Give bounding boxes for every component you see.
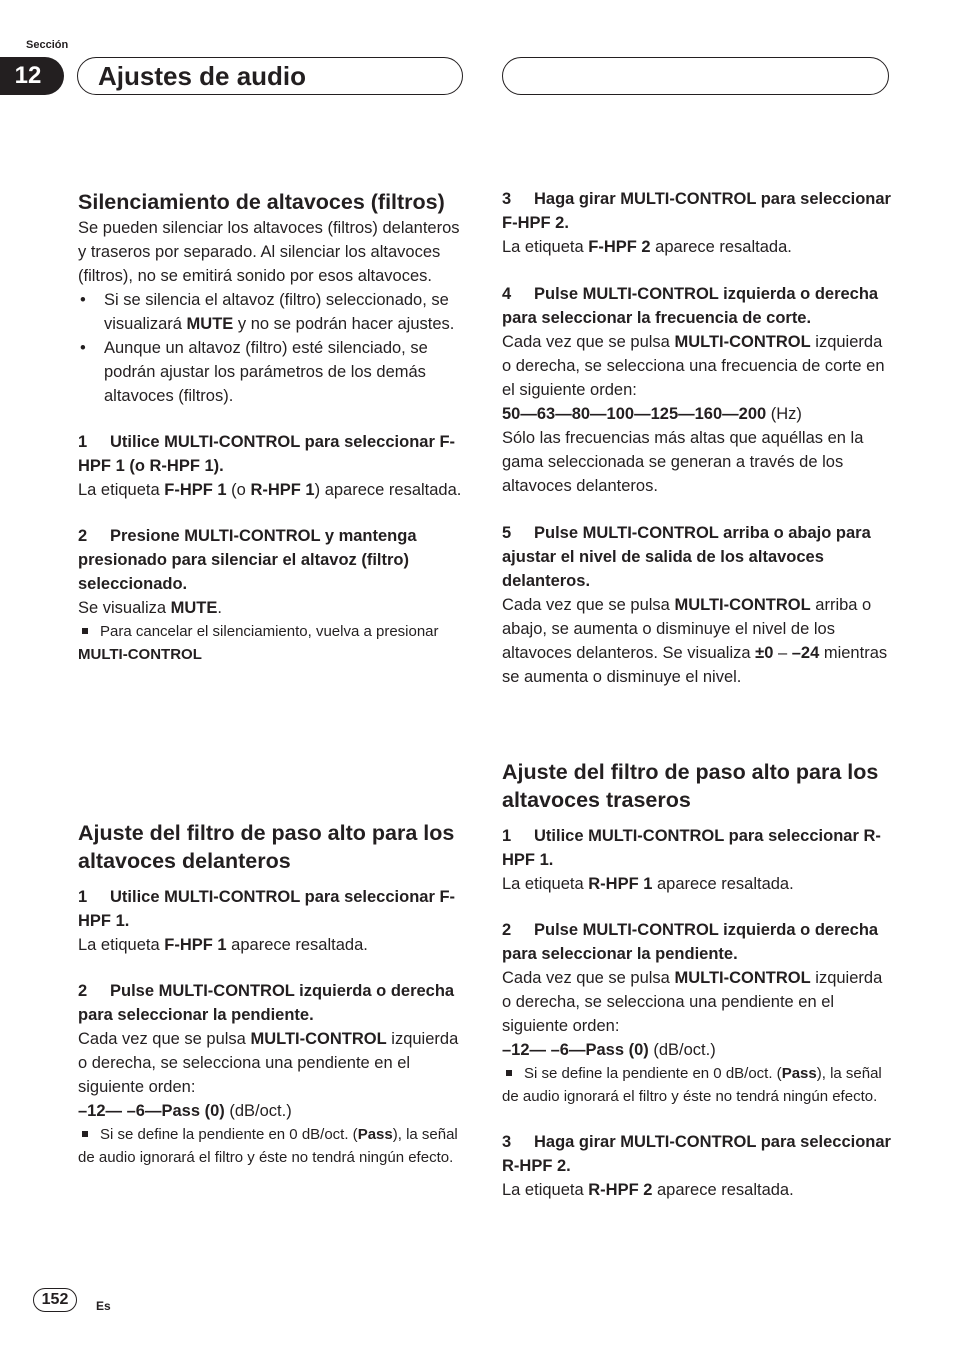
step-body: La etiqueta F-HPF 1 aparece resaltada. — [78, 936, 368, 954]
step-body: La etiqueta F-HPF 1 (o R-HPF 1) aparece resaltada. — [78, 481, 462, 499]
heading-front-hpf: Ajuste del filtro de paso alto para los altavoces delanteros — [78, 821, 455, 873]
step-body: La etiqueta R-HPF 2 aparece resaltada. — [502, 1181, 794, 1199]
slope-sequence: –12— –6—Pass (0) (dB/oct.) — [502, 1041, 716, 1059]
step-body: La etiqueta F-HPF 2 aparece resaltada. — [502, 238, 792, 256]
bullet-item: • Si se silencia el altavoz (filtro) seleccionado, se visualizará MUTE y no se podrán hacer ajustes. — [78, 288, 468, 336]
frequency-sequence: 50—63—80—100—125—160—200 (Hz) — [502, 405, 802, 423]
right-column — [502, 187, 892, 689]
step-body: Sólo las frecuencias más altas que aquéllas en la gama seleccionada se generan a través de los altavoces delanteros. — [502, 429, 864, 495]
square-bullet-icon — [82, 1131, 88, 1137]
step-heading: 1 Utilice MULTI-CONTROL para seleccionar F-HPF 1 (o R-HPF 1). — [78, 433, 456, 475]
note: Para cancelar el silenciamiento, vuelva a presionar MULTI-CONTROL — [78, 623, 439, 663]
step-body: Cada vez que se pulsa MULTI-CONTROL izquierda o derecha, se selecciona una frecuencia de corte en el siguiente orden: — [502, 333, 885, 399]
step-body: Cada vez que se pulsa MULTI-CONTROL izquierda o derecha, se selecciona una pendiente en el siguiente orden: — [78, 1030, 459, 1096]
step-heading: 1 Utilice MULTI-CONTROL para seleccionar F-HPF 1. — [78, 888, 456, 930]
step-body: La etiqueta R-HPF 1 aparece resaltada. — [502, 875, 794, 893]
note: Si se define la pendiente en 0 dB/oct. (Pass), la señal de audio ignorará el filtro y éste no tendrá ningún efecto. — [78, 1126, 458, 1166]
step-heading: 2 Pulse MULTI-CONTROL izquierda o derecha para seleccionar la pendiente. — [502, 921, 879, 963]
square-bullet-icon — [506, 1070, 512, 1076]
heading-mute: Silenciamiento de altavoces (filtros) — [78, 190, 445, 214]
step-heading: 4 Pulse MULTI-CONTROL izquierda o derecha para seleccionar la frecuencia de corte. — [502, 285, 879, 327]
bullet-item: • Aunque un altavoz (filtro) esté silenciado, se podrán ajustar los parámetros de los demás altavoces (filtros). — [78, 336, 468, 408]
chapter-title-text: Ajustes de audio — [98, 60, 307, 91]
step-heading: 2 Presione MULTI-CONTROL y mantenga presionado para silenciar el altavoz (filtro) seleccionado. — [78, 527, 417, 593]
page-number: 152 — [33, 1288, 77, 1312]
left-column — [78, 188, 468, 666]
note: Si se define la pendiente en 0 dB/oct. (Pass), la señal de audio ignorará el filtro y éste no tendrá ningún efecto. — [502, 1065, 882, 1105]
section-number-badge: 12 — [0, 57, 64, 95]
step-heading: 1 Utilice MULTI-CONTROL para seleccionar R-HPF 1. — [502, 827, 881, 869]
step-body: Se visualiza MUTE. — [78, 599, 222, 617]
step-heading: 5 Pulse MULTI-CONTROL arriba o abajo para ajustar el nivel de salida de los altavoces delanteros. — [502, 524, 871, 590]
header-empty-box — [502, 57, 889, 95]
square-bullet-icon — [82, 628, 88, 634]
step-body: Cada vez que se pulsa MULTI-CONTROL izquierda o derecha, se selecciona una pendiente en el siguiente orden: — [502, 969, 883, 1035]
section-label: Sección — [26, 39, 69, 51]
slope-sequence: –12— –6—Pass (0) (dB/oct.) — [78, 1102, 292, 1120]
step-heading: 3 Haga girar MULTI-CONTROL para seleccionar R-HPF 2. — [502, 1133, 891, 1175]
heading-rear-hpf: Ajuste del filtro de paso alto para los altavoces traseros — [502, 760, 879, 812]
step-body: Cada vez que se pulsa MULTI-CONTROL arriba o abajo, se aumenta o disminuye el nivel de los altavoces delanteros. Se visualiza ±0 – –24 mientras se aumenta o disminuye el nivel. — [502, 596, 888, 686]
step-heading: 2 Pulse MULTI-CONTROL izquierda o derecha para seleccionar la pendiente. — [78, 982, 455, 1024]
right-column-rear — [502, 758, 892, 1202]
intro-paragraph: Se pueden silenciar los altavoces (filtros) delanteros y traseros por separado. Al silenciar los altavoces (filtros), no se emitirá sonido por esos altavoces. — [78, 219, 460, 285]
step-heading: 3 Haga girar MULTI-CONTROL para seleccionar F-HPF 2. — [502, 190, 891, 232]
language-code: Es — [96, 1299, 111, 1313]
chapter-title — [77, 57, 463, 95]
left-column-front — [78, 819, 468, 1169]
